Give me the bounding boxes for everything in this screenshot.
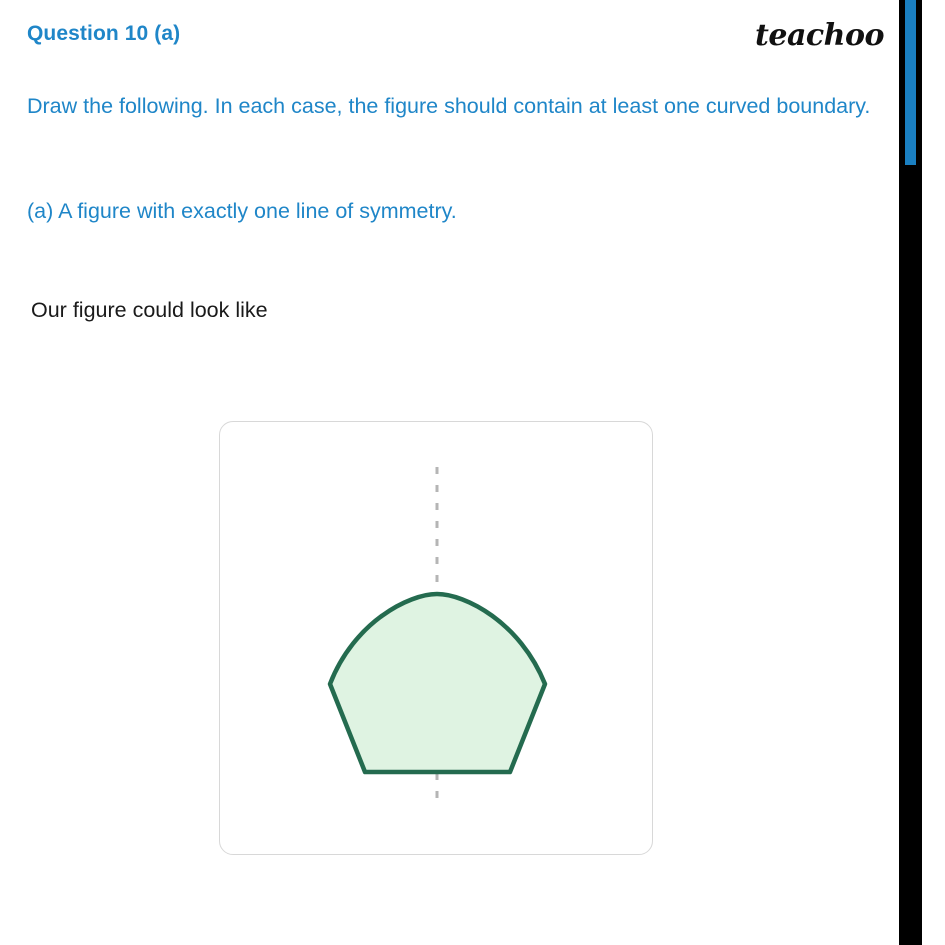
question-part-a: (a) A figure with exactly one line of symmetry. [27,199,457,223]
curved-boundary-shape [330,594,545,772]
symmetry-figure [220,422,652,854]
teachoo-logo: teachoo [755,18,884,53]
question-text: Draw the following. In each case, the figure should contain at least one curved boundary. [27,94,871,118]
question-number: Question 10 (a) [27,22,181,45]
right-edge-accent [905,0,916,165]
answer-lead-text: Our figure could look like [31,298,268,322]
figure-card [219,421,653,855]
